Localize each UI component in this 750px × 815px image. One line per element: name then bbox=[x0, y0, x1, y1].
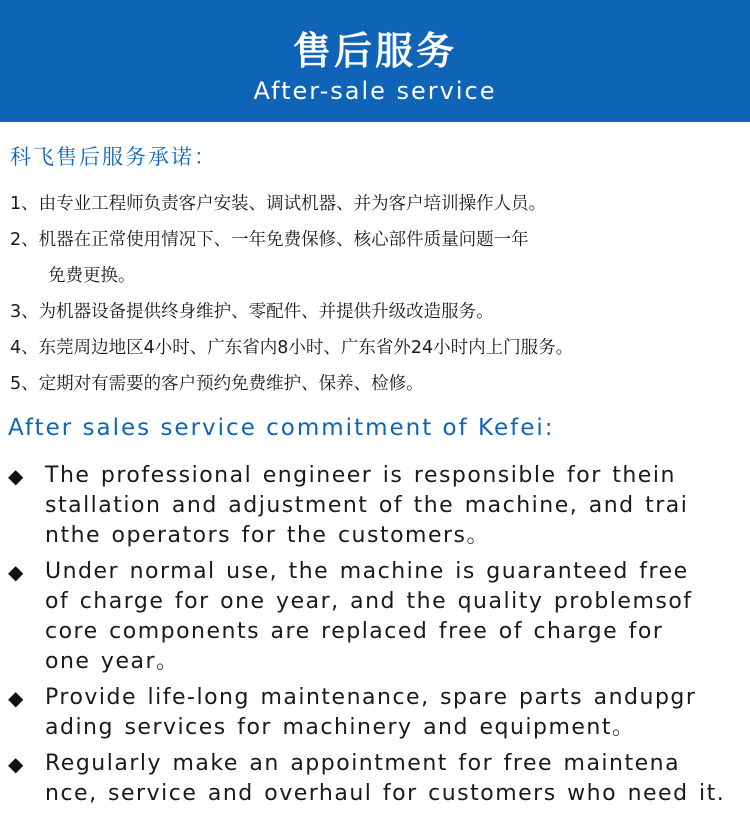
en-item-line: Provide life-long maintenance, spare parts andupgr bbox=[45, 685, 697, 710]
diamond-icon: ◆ bbox=[8, 560, 25, 584]
en-item-line: The professional engineer is responsible for thein bbox=[45, 463, 676, 488]
en-item-line: Regularly make an appointment for free maintena bbox=[45, 751, 681, 776]
en-item-line: core components are replaced free of charge for bbox=[45, 619, 664, 644]
en-list-item bbox=[8, 683, 744, 743]
en-list-item bbox=[8, 749, 744, 809]
banner-subtitle: After-sale service bbox=[253, 77, 497, 105]
en-item-line: of charge for one year, and the quality problemsof bbox=[45, 589, 693, 614]
en-item-line: ading services for machinery and equipment。 bbox=[45, 715, 636, 740]
header-banner bbox=[0, 0, 750, 122]
cn-item-line: 3、为机器设备提供终身维护、零配件、并提供升级改造服务。 bbox=[10, 302, 494, 322]
en-section-heading: After sales service commitment of Kefei: bbox=[8, 415, 555, 441]
en-item-line: Under normal use, the machine is guaranteed free bbox=[45, 559, 689, 584]
cn-item-line: 2、机器在正常使用情况下、一年免费保修、核心部件质量问题一年 bbox=[10, 230, 529, 250]
en-item-line: nce, service and overhaul for customers who need it. bbox=[45, 781, 726, 806]
cn-list-item bbox=[10, 222, 740, 294]
en-item-line: nthe operators for the customers。 bbox=[45, 523, 491, 548]
en-item-line: one year。 bbox=[45, 649, 180, 674]
cn-item-line: 5、定期对有需要的客户预约免费维护、保养、检修。 bbox=[10, 374, 424, 394]
en-item-line: stallation and adjustment of the machine, and trai bbox=[45, 493, 689, 518]
banner-title: 售后服务 bbox=[292, 29, 457, 73]
diamond-icon: ◆ bbox=[8, 752, 25, 776]
cn-commitment-list bbox=[10, 186, 740, 402]
diamond-icon: ◆ bbox=[8, 686, 25, 710]
en-list-item bbox=[8, 461, 744, 551]
cn-item-line: 免费更换。 bbox=[48, 266, 136, 286]
cn-section-heading: 科飞售后服务承诺： bbox=[10, 145, 217, 169]
cn-item-line: 1、由专业工程师负责客户安装、调试机器、并为客户培训操作人员。 bbox=[10, 194, 547, 214]
cn-list-item bbox=[10, 294, 740, 330]
en-list-item bbox=[8, 557, 744, 677]
diamond-icon: ◆ bbox=[8, 464, 25, 488]
cn-item-line: 4、东莞周边地区4小时、广东省内8小时、广东省外24小时内上门服务。 bbox=[10, 338, 574, 358]
cn-list-item bbox=[10, 186, 740, 222]
cn-list-item bbox=[10, 330, 740, 366]
cn-list-item bbox=[10, 366, 740, 402]
en-commitment-list bbox=[8, 461, 744, 815]
